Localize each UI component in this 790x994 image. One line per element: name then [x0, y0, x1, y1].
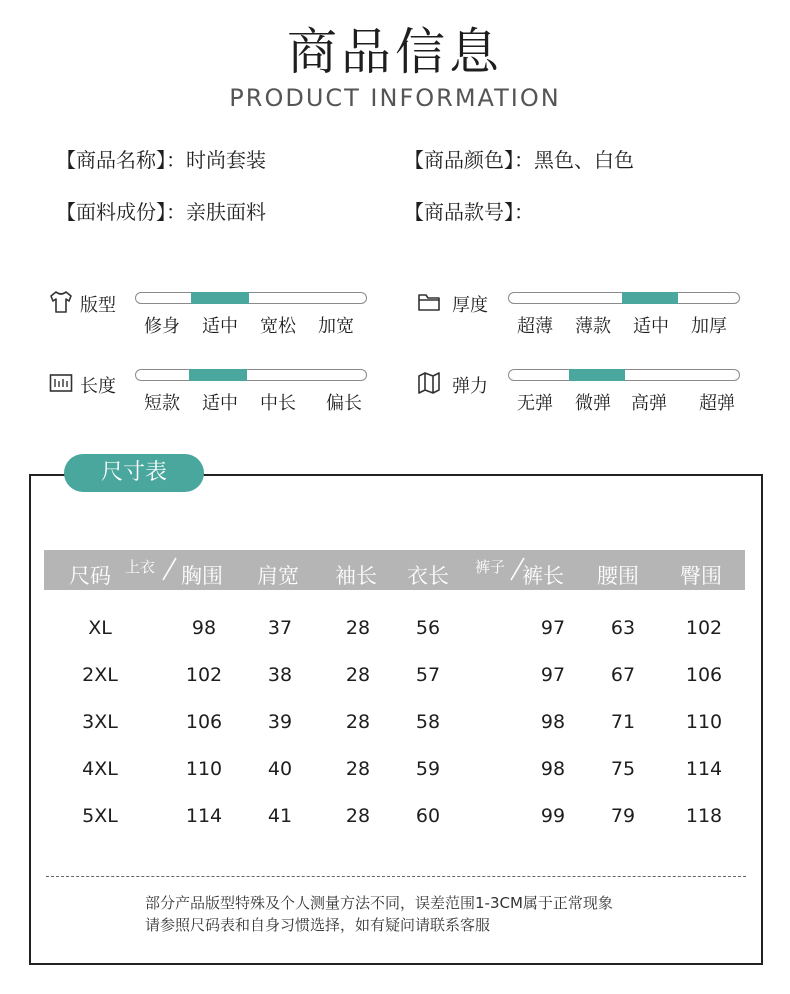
notes-divider	[46, 876, 746, 877]
header-waist: 腰围	[597, 564, 639, 588]
table-cell: 5XL	[82, 805, 118, 827]
table-cell: 39	[267, 711, 293, 733]
attr-length-option: 适中	[202, 393, 238, 414]
table-cell: 98	[191, 617, 217, 639]
table-cell: 4XL	[82, 758, 118, 780]
attr-thickness-slider	[508, 292, 740, 304]
table-cell: 28	[345, 711, 371, 733]
header-length: 衣长	[407, 564, 449, 588]
attr-fit-label: 版型	[80, 295, 116, 316]
header-size: 尺码	[69, 564, 111, 588]
attr-length-slider	[135, 369, 367, 381]
table-cell: 102	[185, 664, 223, 686]
table-cell: 57	[415, 664, 441, 686]
table-cell: XL	[88, 617, 112, 639]
attr-length-option: 中长	[260, 393, 296, 414]
table-cell: 3XL	[82, 711, 118, 733]
attr-length-label: 长度	[80, 376, 116, 397]
shirt-icon	[48, 289, 74, 315]
header-group-top: 上衣	[125, 558, 156, 576]
table-cell: 63	[610, 617, 636, 639]
table-cell: 79	[610, 805, 636, 827]
table-cell: 110	[685, 711, 723, 733]
table-cell: 2XL	[82, 664, 118, 686]
table-cell: 60	[415, 805, 441, 827]
table-cell: 28	[345, 664, 371, 686]
attr-length-option: 偏长	[326, 393, 362, 414]
info-style-number: 【商品款号】：	[404, 200, 534, 224]
attr-thickness-option: 适中	[633, 316, 669, 337]
attr-elasticity-slider	[508, 369, 740, 381]
header-shoulder: 肩宽	[257, 564, 299, 588]
info-product-name: 【商品名称】：时尚套装	[56, 148, 266, 172]
attr-thickness-option: 超薄	[517, 316, 553, 337]
attr-thickness-label: 厚度	[452, 295, 488, 316]
stretch-icon	[416, 370, 442, 396]
table-cell: 28	[345, 617, 371, 639]
attr-elasticity-fill	[569, 369, 625, 381]
header-pants-length: 裤长	[522, 564, 564, 588]
size-table-tab: 尺寸表	[64, 454, 204, 492]
folder-icon	[416, 289, 442, 315]
table-cell: 40	[267, 758, 293, 780]
table-cell: 28	[345, 805, 371, 827]
attr-elasticity-option: 微弹	[575, 393, 611, 414]
page-title: 商品信息	[287, 23, 503, 81]
attr-elasticity-option: 超弹	[699, 393, 735, 414]
note-line: 请参照尺码表和自身习惯选择，如有疑问请联系客服	[145, 916, 491, 934]
table-cell: 98	[540, 758, 566, 780]
table-cell: 28	[345, 758, 371, 780]
table-cell: 37	[267, 617, 293, 639]
header-chest: 胸围	[181, 564, 223, 588]
table-cell: 97	[540, 617, 566, 639]
table-cell: 58	[415, 711, 441, 733]
table-cell: 114	[685, 758, 723, 780]
attr-fit-fill	[191, 292, 249, 304]
attr-elasticity-label: 弹力	[452, 376, 488, 397]
attr-thickness-option: 薄款	[575, 316, 611, 337]
table-cell: 38	[267, 664, 293, 686]
info-product-color: 【商品颜色】：黑色、白色	[404, 148, 634, 172]
header-sleeve: 袖长	[335, 564, 377, 588]
note-line: 部分产品版型特殊及个人测量方法不同，误差范围1-3CM属于正常现象	[145, 894, 613, 912]
attr-fit-option: 宽松	[260, 316, 296, 337]
table-cell: 59	[415, 758, 441, 780]
attr-thickness-option: 加厚	[691, 316, 727, 337]
attr-fit-slider	[135, 292, 367, 304]
attr-fit-option: 加宽	[318, 316, 354, 337]
header-group-pants: 裤子	[475, 558, 506, 576]
page-subtitle: PRODUCT INFORMATION	[229, 84, 561, 112]
ruler-icon	[48, 370, 74, 396]
table-cell: 106	[185, 711, 223, 733]
table-cell: 118	[685, 805, 723, 827]
attr-elasticity-option: 无弹	[517, 393, 553, 414]
table-cell: 97	[540, 664, 566, 686]
table-cell: 99	[540, 805, 566, 827]
table-cell: 106	[685, 664, 723, 686]
table-cell: 102	[685, 617, 723, 639]
table-cell: 114	[185, 805, 223, 827]
table-cell: 67	[610, 664, 636, 686]
attr-length-fill	[189, 369, 247, 381]
table-cell: 75	[610, 758, 636, 780]
attr-fit-option: 适中	[202, 316, 238, 337]
table-cell: 98	[540, 711, 566, 733]
table-cell: 71	[610, 711, 636, 733]
header-hip: 臀围	[680, 564, 722, 588]
attr-elasticity-option: 高弹	[631, 393, 667, 414]
attr-thickness-fill	[622, 292, 678, 304]
table-cell: 56	[415, 617, 441, 639]
table-cell: 110	[185, 758, 223, 780]
info-fabric: 【面料成份】：亲肤面料	[56, 200, 266, 224]
table-cell: 41	[267, 805, 293, 827]
attr-length-option: 短款	[144, 393, 180, 414]
attr-fit-option: 修身	[144, 316, 180, 337]
